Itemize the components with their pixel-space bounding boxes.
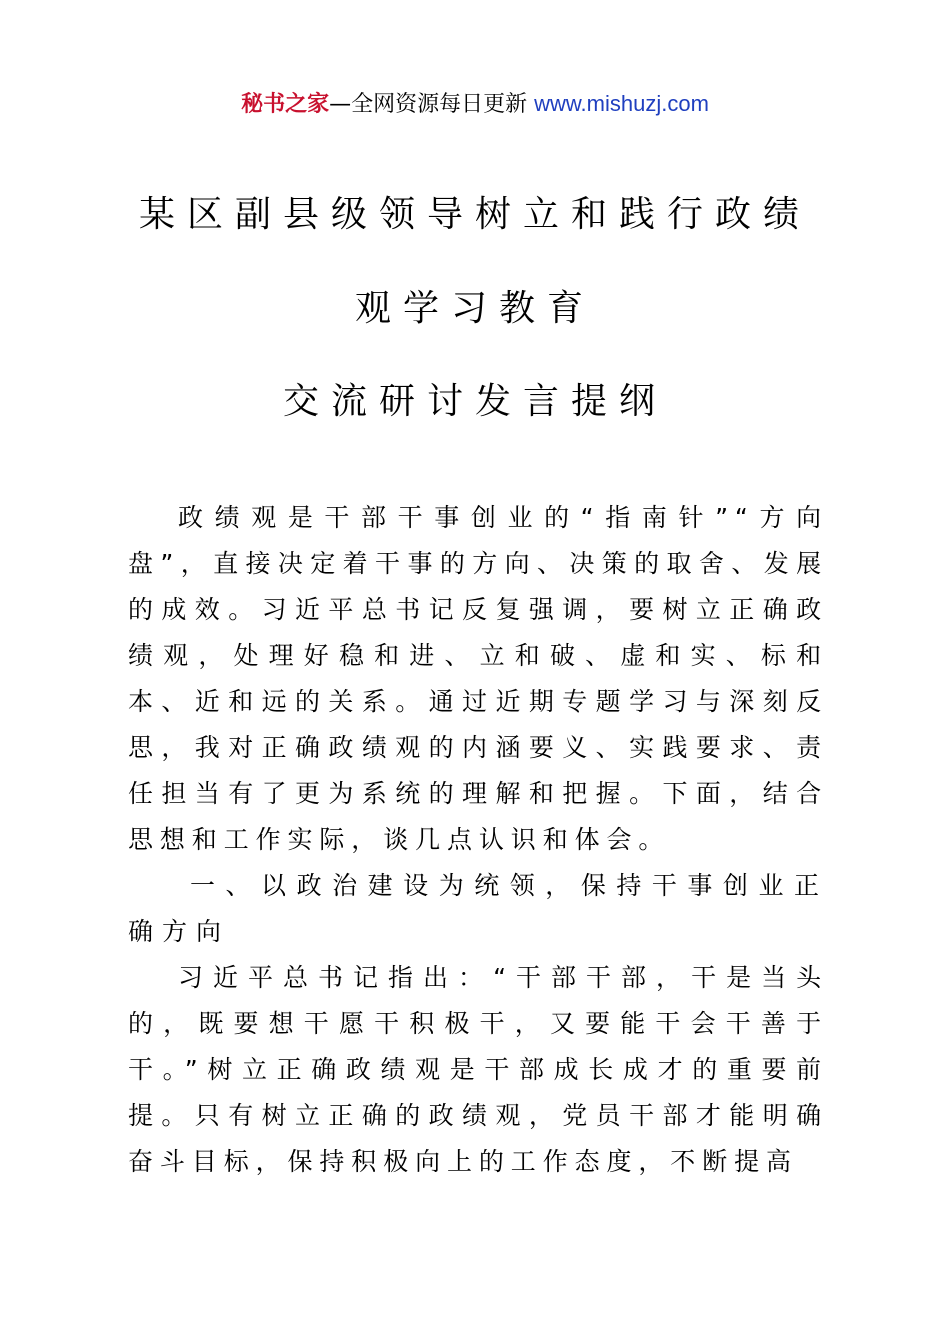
intro-paragraph: 政绩观是干部干事创业的“指南针”“方向盘”，直接决定着干事的方向、决策的取舍、发展的成效。习近平总书记反复强调，要树立正确政绩观，处理好稳和进、立和破、虚和实、标和本、近和远的关系。通过近期专题学习与深刻反思，我对正确政绩观的内涵要义、实践要求、责任担当有了更为系统的理解和把握。下面，结合思想和工作实际，谈几点认识和体会。 bbox=[128, 503, 828, 854]
document-body bbox=[128, 495, 828, 1185]
document-title-line-3: 交流研讨发言提纲 bbox=[282, 381, 667, 422]
document-title-line-1: 某区副县级领导树立和践行政绩 bbox=[138, 194, 811, 235]
brand-name: 秘书之家 bbox=[241, 92, 330, 117]
section-1-paragraph: 习近平总书记指出：“干部干部，干是当头的，既要想干愿干积极干，又要能干会干善于干。”树立正确政绩观是干部成长成才的重要前提。只有树立正确的政绩观，党员干部才能明确奋斗目标，保持积极向上的工作态度，不断提高 bbox=[128, 963, 828, 1176]
site-header bbox=[0, 88, 950, 121]
website-url[interactable]: www.mishuzj.com bbox=[534, 91, 709, 116]
header-slogan: —全网资源每日更新 bbox=[329, 92, 528, 117]
section-heading-1: 一、以政治建设为统领，保持干事创业正确方向 bbox=[128, 871, 828, 946]
document-title-line-2: 观学习教育 bbox=[354, 288, 595, 329]
